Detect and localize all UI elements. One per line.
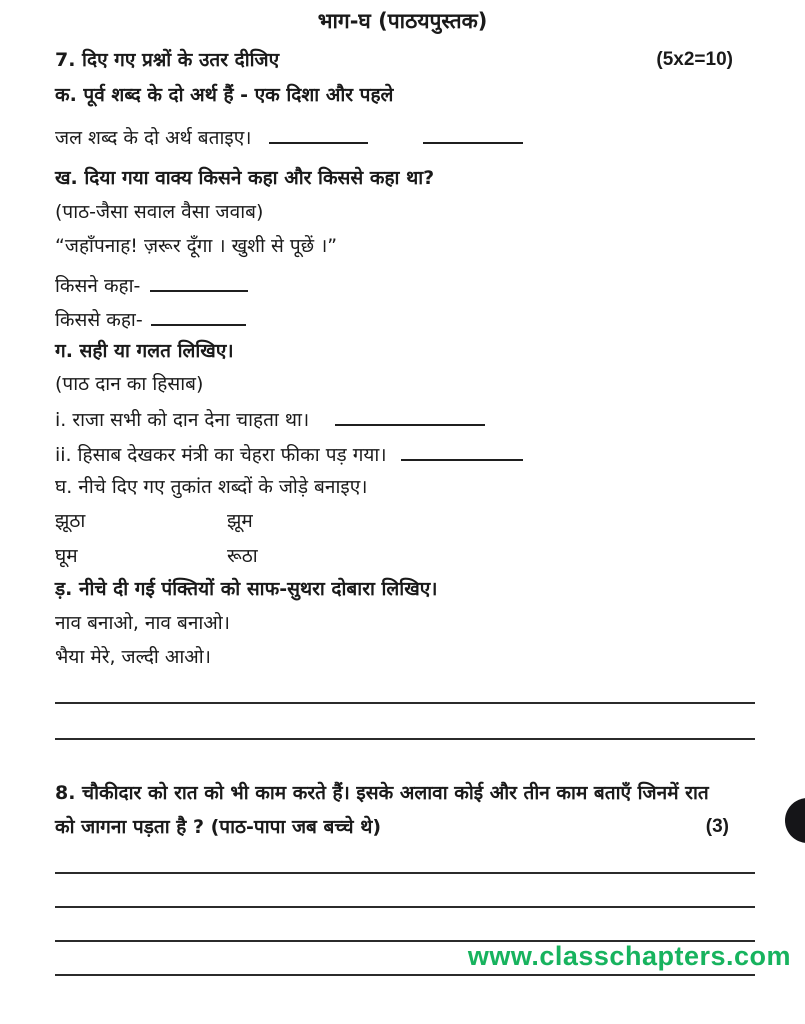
answer-blank-5 [335,407,485,426]
question-7-marks: (5x2=10) [656,49,733,70]
lesson-reference-kha: (पाठ-जैसा सवाल वैसा जवाब) [55,201,264,223]
poem-line-2: भैया मेरे, जल्दी आओ। [55,646,211,668]
answer-line-2 [55,738,755,740]
rhyme-pair-row-1 [55,510,253,534]
part-dda-heading: ड़. नीचे दी गई पंक्तियों को साफ-सुथरा दोबारा लिखिए। [55,578,438,600]
kisne-kaha-row [55,273,248,299]
part-ga-heading: ग. सही या गलत लिखिए। [55,340,234,362]
answer-blank-1 [269,125,368,144]
question-8-marks: (3) [705,816,729,837]
question-8-text-line-2: को जागना पड़ता है ? (पाठ-पापा जब बच्चे थे) [55,816,382,838]
answer-blank-4 [151,307,246,326]
kisse-kaha-label: किससे कहा- [55,309,143,331]
quoted-sentence: “जहाँपनाह! ज़रूर दूँगा । खुशी से पूछें ।” [55,235,338,257]
poem-line-1: नाव बनाओ, नाव बनाओ। [55,612,230,634]
answer-blank-6 [401,442,523,461]
page-title: भाग-घ (पाठयपुस्तक) [317,9,488,33]
rhyme-word-left-2: घूम [55,545,78,567]
statement-i-row [55,407,485,433]
answer-blank-3 [150,273,248,292]
statement-ii: ii. हिसाब देखकर मंत्री का चेहरा फीका पड़ गया। [55,444,387,466]
question-8-text-line-1: 8. चौकीदार को रात को भी काम करते हैं। इसके अलावा कोई और तीन काम बताएँ जिनमें रात [55,782,709,804]
kisne-kaha-label: किसने कहा- [55,275,141,297]
part-ka-prompt-row [55,125,523,151]
jal-prompt: जल शब्द के दो अर्थ बताइए। [55,127,252,149]
black-dot-mark [785,798,805,843]
answer-blank-2 [423,125,523,144]
rhyme-pair-row-2 [55,545,258,569]
answer-line-4 [55,906,755,908]
rhyme-word-right-1: झूम [227,510,253,532]
answer-line-6 [55,974,755,976]
part-kha-heading: ख. दिया गया वाक्य किसने कहा और किससे कहा था? [55,167,435,189]
part-gha-heading: घ. नीचे दिए गए तुकांत शब्दों के जोड़े बनाइए। [55,476,368,498]
answer-line-3 [55,872,755,874]
question-7-heading: 7. दिए गए प्रश्नों के उतर दीजिए [55,49,280,71]
part-ka-heading: क. पूर्व शब्द के दो अर्थ हैं - एक दिशा और पहले [55,84,394,106]
statement-i: i. राजा सभी को दान देना चाहता था। [55,409,310,431]
rhyme-word-right-2: रूठा [227,545,258,567]
answer-line-1 [55,702,755,704]
rhyme-word-left-1: झूठा [55,510,86,532]
kisse-kaha-row [55,307,246,333]
lesson-reference-ga: (पाठ दान का हिसाब) [55,373,204,395]
site-watermark: www.classchapters.com [467,941,791,971]
statement-ii-row [55,442,523,468]
